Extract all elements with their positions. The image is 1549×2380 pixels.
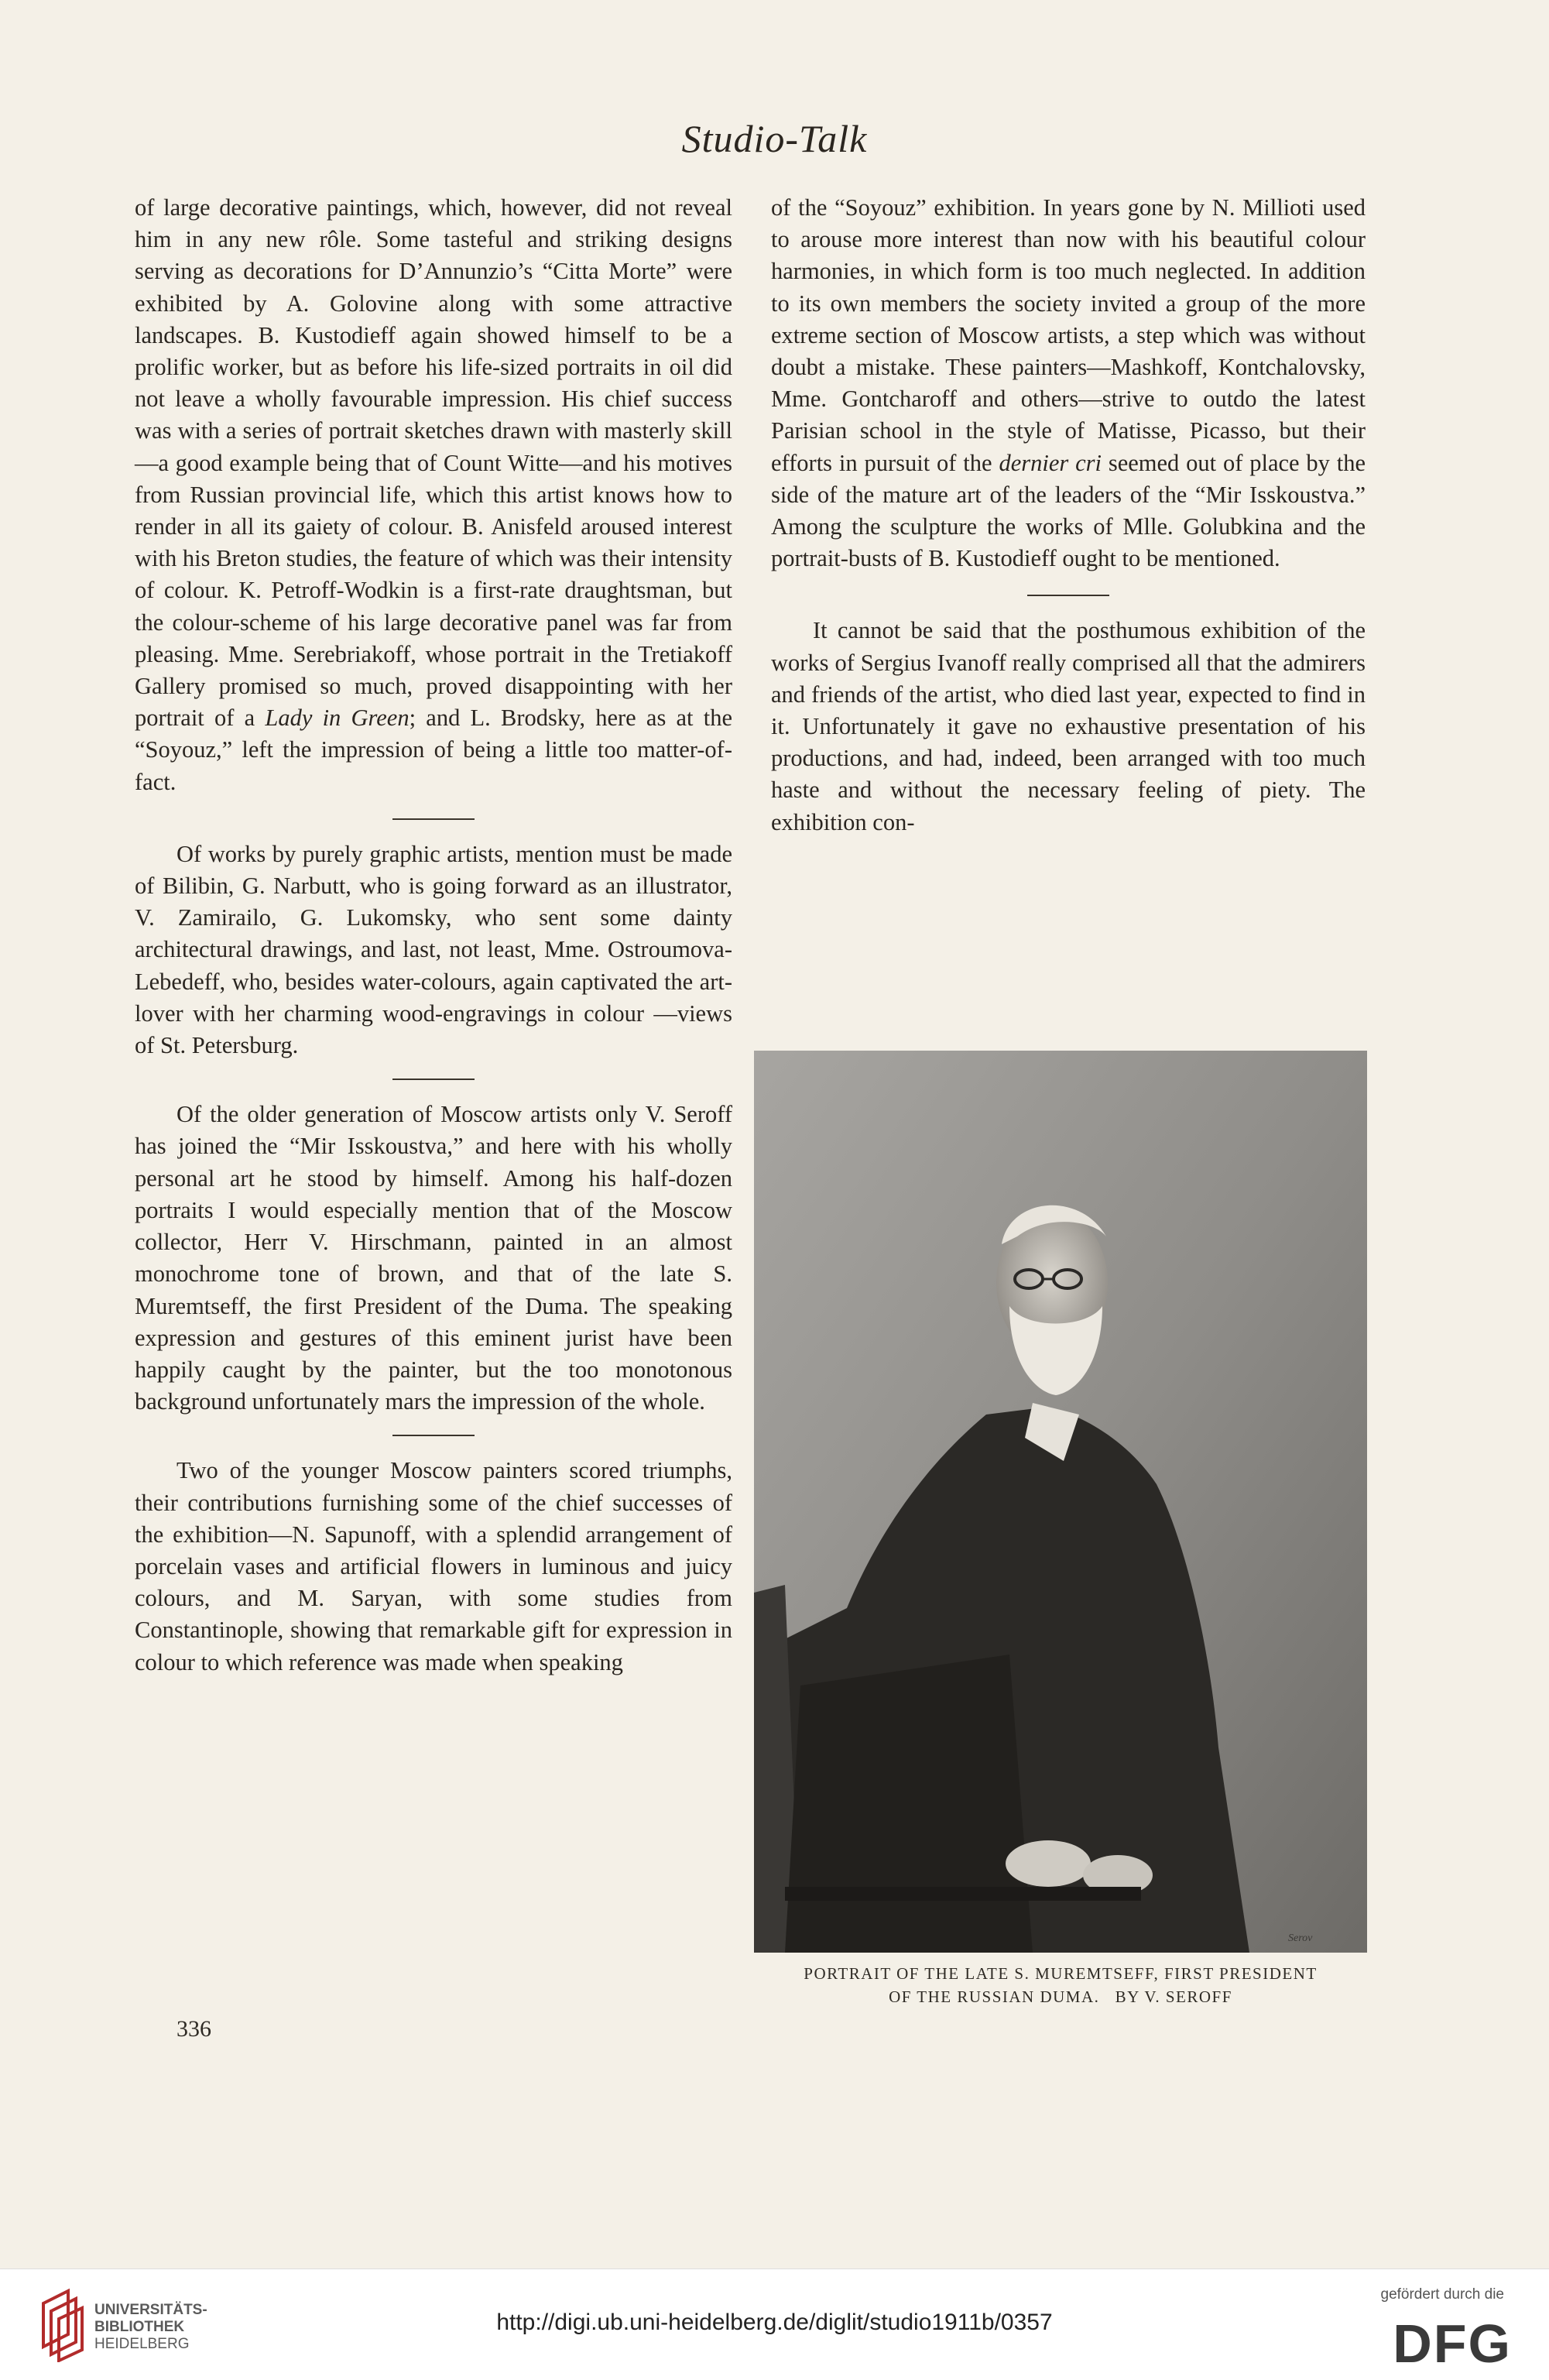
section-divider bbox=[392, 1435, 475, 1436]
left-paragraph-2: Of works by purely graphic artists, mention must be made of Bilibin, G. Narbutt, who is going forward as an illustrator, V. Zamirailo, G. Lukomsky, who sent some dainty architectural drawings, and last, not least, Mme. Ostroumova-Lebedeff, who, besides water-colours, again captivated the art-lover with her charming wood-engravings in colour —views of St. Petersburg. bbox=[135, 840, 732, 1059]
right-paragraph-1: of the “Soyouz” exhibition. In years gone by N. Millioti used to arouse more interest than now with his beautiful colour harmonies, in which form is too much neglected. In addition to its own members the society invited a group of the more extreme section of Moscow artists, a step which was without doubt a mistake. These painters—Mashkoff, Kontchalovsky, Mme. Gontcharoff and others—strive to outdo the latest Parisian school in the style of Matisse, Picasso, but their efforts in pursuit of the dernier cri seemed out of place by the side of the mature art of the leaders of the “Mir Isskoustva.” Among the sculpture the works of Mlle. Golubkina and the portrait-busts of B. Kustodieff ought to be mentioned. bbox=[771, 194, 1366, 572]
digitization-footer bbox=[0, 2269, 1549, 2380]
caption-line-2: OF THE RUSSIAN DUMA. BY V. SEROFF bbox=[889, 1987, 1232, 2006]
library-name: UNIVERSITÄTS- BIBLIOTHEK HEIDELBERG bbox=[94, 2302, 207, 2352]
left-paragraph-4: Two of the younger Moscow painters scored triumphs, their contributions furnishing some of the chief successes of the exhibition—N. Sapunoff, with a splendid arrangement of porcelain vases and artificial flowers in luminous and juicy colours, and M. Saryan, with some studies from Constantinople, showing that remarkable gift for expression in colour to which reference was made when speaking bbox=[135, 1457, 732, 1675]
left-column bbox=[135, 192, 732, 1679]
right-column bbox=[771, 192, 1366, 838]
caption-line-1: PORTRAIT OF THE LATE S. MUREMTSEFF, FIRST PRESIDENT bbox=[804, 1964, 1318, 1983]
svg-text:Serov: Serov bbox=[1288, 1932, 1313, 1944]
section-divider bbox=[392, 1079, 475, 1080]
left-paragraph-3: Of the older generation of Moscow artists only V. Seroff has joined the “Mir Isskoustva,” and here with his wholly personal art he stood by himself. Among his half-dozen portraits I would especially mention that of the Moscow collector, Herr V. Hirschmann, painted in an almost monochrome tone of brown, and that of the late S. Muremtseff, the first President of the Duma. The speaking expression and gestures of this eminent jurist have been happily caught by the painter, but the too monotonous background unfortunately mars the impression of the whole. bbox=[135, 1101, 732, 1415]
page-number: 336 bbox=[176, 2016, 211, 2042]
dfg-logo: DFG bbox=[1393, 2313, 1512, 2374]
left-paragraph-1: of large decorative paintings, which, however, did not reveal him in any new rôle. Some tasteful and striking designs serving as decorations for D’Annunzio’s “Citta Morte” were exhibited by A. Golovine along with some attractive landscapes. B. Kustodieff again showed himself to be a prolific worker, but as before his life-sized portraits in oil did not leave a wholly favourable impression. His chief success was with a series of portrait sketches drawn with masterly skill—a good example being that of Count Witte—and his motives from Russian provincial life, which this artist knows how to render in all its gaiety of colour. B. Anisfeld aroused interest with his Breton studies, the feature of which was their intensity of colour. K. Petroff-Wodkin is a first-rate draughtsman, but the colour-scheme of his large decorative panel was far from pleasing. Mme. Serebriakoff, whose portrait in the Tretiakoff Gallery promised so much, proved disappointing with her portrait of a Lady in Green; and L. Brodsky, here as at the “Soyouz,” left the impression of being a little too matter-of-fact. bbox=[135, 194, 733, 795]
section-divider bbox=[392, 818, 475, 820]
section-divider bbox=[1027, 595, 1109, 596]
right-paragraph-2: It cannot be said that the posthumous exhibition of the works of Sergius Ivanoff really comprised all that the admirers and friends of the artist, who died last year, expected to find in it. Unfortunately it gave no exhaustive presentation of his productions, and had, indeed, been arranged with too much haste and without the necessary feeling of piety. The exhibition con- bbox=[771, 617, 1366, 835]
running-head: Studio-Talk bbox=[681, 117, 868, 160]
figure-caption bbox=[735, 1962, 1386, 2008]
portrait-illustration bbox=[754, 1051, 1367, 1953]
portrait-image bbox=[754, 1051, 1367, 1953]
funding-note: gefördert durch die bbox=[1380, 2286, 1504, 2303]
source-url[interactable]: http://digi.ub.uni-heidelberg.de/diglit/studio1911b/0357 bbox=[496, 2310, 1053, 2335]
